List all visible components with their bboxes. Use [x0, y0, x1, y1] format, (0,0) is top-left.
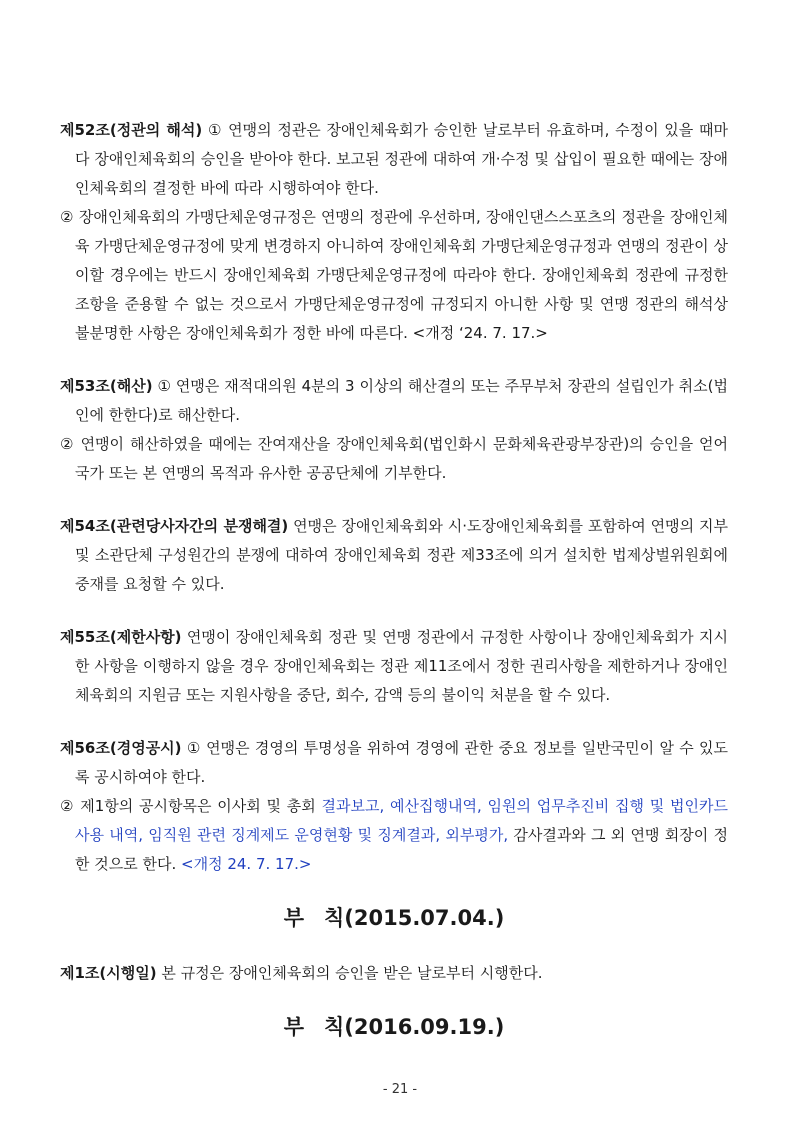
article-56-amended-items: 결과보고, 예산집행내역, 임원의 업무추진비 집행 및 법인카드 사용 내역, 임직원 관련 징계제도 운영현황 및 징계결과, 외부평가, [75, 797, 728, 844]
article-53-heading: 제53조(해산) [60, 377, 153, 395]
article-56-text-2a: ② 제1항의 공시항목은 이사회 및 총회 [60, 797, 322, 815]
article-56-para-1 [60, 734, 728, 792]
article-56-heading: 제56조(경영공시) [60, 739, 182, 757]
article-56-amendment-note: <개정 24. 7. 17.> [181, 855, 312, 873]
supplement-article-1-para [60, 959, 728, 988]
supplement-date-2015: 칙(2015.07.04.) [323, 906, 505, 930]
article-54-heading: 제54조(관련당사자간의 분쟁해결) [60, 517, 289, 535]
article-55-para-1 [60, 623, 728, 710]
article-52-text-1: ① 연맹의 정관은 장애인체육회가 승인한 날로부터 유효하며, 수정이 있을 때마다 장애인체육회의 승인을 받아야 한다. 보고된 정관에 대하여 개·수정 및 삽입이 필요한 때에는 장애인체육회의 결정한 바에 따라 시행하여야 한다. [75, 121, 728, 197]
supplement-article-1-heading: 제1조(시행일) [60, 964, 157, 982]
supplement-title-2016 [60, 1012, 728, 1042]
article-53-text-1: ① 연맹은 재적대의원 4분의 3 이상의 해산결의 또는 주무부처 장관의 설립인가 취소(법인에 한한다)로 해산한다. [75, 377, 728, 424]
article-52-para-2 [60, 203, 728, 348]
supplement-article-1 [60, 959, 728, 988]
article-56-text-1: ① 연맹은 경영의 투명성을 위하여 경영에 관한 중요 정보를 일반국민이 알 수 있도록 공시하여야 한다. [75, 739, 728, 786]
article-56 [60, 734, 728, 879]
article-56-para-2 [60, 792, 728, 879]
article-56-text-2c: 감사결과와 그 외 연맹 회장이 정한 것으로 한다. [75, 826, 728, 873]
supplement-bu-2016: 부 [283, 1015, 310, 1039]
article-54-text-1: 연맹은 장애인체육회와 시·도장애인체육회를 포함하여 연맹의 지부 및 소관단체 구성원간의 분쟁에 대하여 장애인체육회 정관 제33조에 의거 설치한 법제상벌위원회에 중재를 요청할 수 있다. [75, 517, 728, 593]
article-52 [60, 116, 728, 348]
article-55-text-1: 연맹이 장애인체육회 정관 및 연맹 정관에서 규정한 사항이나 장애인체육회가 지시한 사항을 이행하지 않을 경우 장애인체육회는 정관 제11조에서 정한 권리사항을 제한하거나 장애인체육회의 지원금 또는 지원사항을 중단, 회수, 감액 등의 불이익 처분을 할 수 있다. [75, 628, 728, 704]
article-52-text-2: ② 장애인체육회의 가맹단체운영규정은 연맹의 정관에 우선하며, 장애인댄스스포츠의 정관을 장애인체육 가맹단체운영규정에 맞게 변경하지 아니하여 장애인체육회 가맹단체운영규정과 연맹의 정관이 상이할 경우에는 반드시 장애인체육회 가맹단체운영규정에 따라야 한다. 장애인체육회 정관에 규정한 조항을 준용할 수 없는 것으로서 가맹단체운영규정에 규정되지 아니한 사항 및 연맹 정관의 해석상 불분명한 사항은 장애인체육회가 정한 바에 따른다. <개정 ‘24. 7. 17.> [60, 208, 728, 342]
article-53-para-2 [60, 430, 728, 488]
supplement-title-2015 [60, 903, 728, 933]
article-53-para-1 [60, 372, 728, 430]
article-53-text-2: ② 연맹이 해산하였을 때에는 잔여재산을 장애인체육회(법인화시 문화체육관광부장관)의 승인을 얻어 국가 또는 본 연맹의 목적과 유사한 공공단체에 기부한다. [60, 435, 728, 482]
article-55 [60, 623, 728, 710]
article-53 [60, 372, 728, 488]
document-body [60, 116, 728, 1068]
article-54-para-1 [60, 512, 728, 599]
article-52-heading: 제52조(정관의 해석) [60, 121, 203, 139]
supplement-bu-2015: 부 [283, 906, 310, 930]
page-number: - 21 - [382, 1082, 418, 1097]
article-52-para-1 [60, 116, 728, 203]
article-54 [60, 512, 728, 599]
supplement-article-1-text: 본 규정은 장애인체육회의 승인을 받은 날로부터 시행한다. [156, 964, 543, 982]
supplement-date-2016: 칙(2016.09.19.) [323, 1015, 505, 1039]
article-55-heading: 제55조(제한사항) [60, 628, 182, 646]
